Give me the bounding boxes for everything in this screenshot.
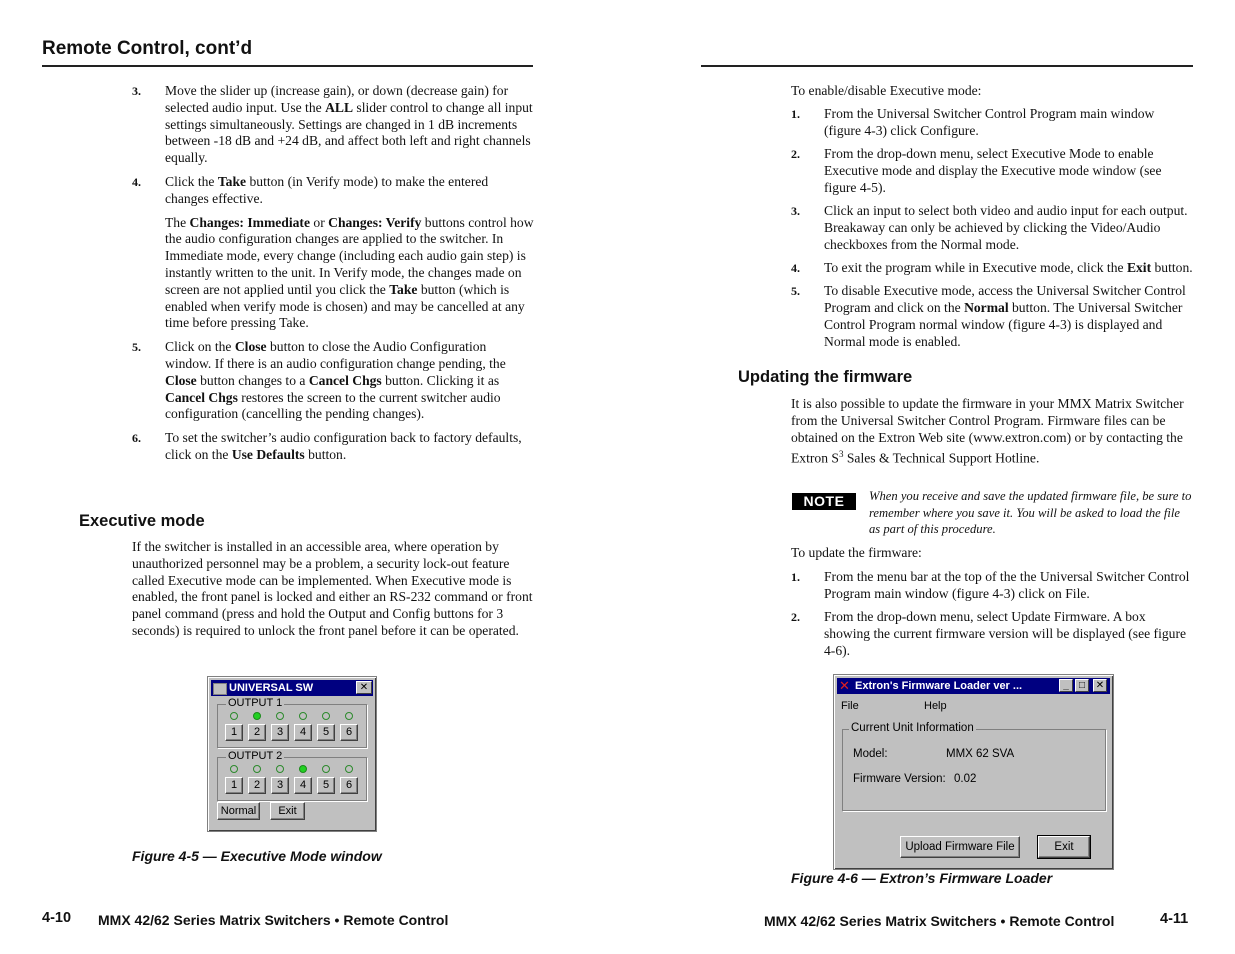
minimize-icon[interactable]: _ — [1059, 679, 1073, 692]
output1-label: OUTPUT 1 — [228, 697, 283, 709]
exit-button[interactable]: Exit — [270, 802, 305, 820]
input-5-indicator — [322, 765, 330, 773]
right-page-number: 4-11 — [1160, 911, 1189, 927]
step-text: From the menu bar at the top of the the Universal Switcher Control Program main window (figure 4-3) click on File. — [824, 569, 1190, 601]
step-number: 1. — [791, 107, 800, 121]
list-item — [789, 609, 1193, 659]
input-1-button[interactable]: 1 — [225, 777, 243, 794]
input-5-button[interactable]: 5 — [317, 724, 335, 741]
input-6-button[interactable]: 6 — [340, 777, 358, 794]
list-item — [130, 83, 535, 167]
upload-firmware-button[interactable]: Upload Firmware File — [900, 836, 1020, 858]
list-item — [789, 203, 1193, 253]
step-number: 3. — [132, 84, 141, 98]
step-number: 4. — [132, 174, 141, 189]
input-4-indicator — [299, 765, 307, 773]
update-intro: To update the firmware: — [791, 545, 922, 560]
firmware-version-value: 0.02 — [954, 773, 977, 785]
step-number: 5. — [132, 340, 141, 355]
executive-mode-body: If the switcher is installed in an accessible area, where operation by unauthorized personnel may be a problem, a security lock-out feature called Executive mode can be implemented. When Executive mode is enabled, the front panel is locked and either an RS-232 command or front panel command (press and hold the Output and Config buttons for 3 seconds) is required to unlock the front panel before it can be operated. — [132, 539, 533, 638]
list-item — [130, 174, 535, 208]
list-item — [789, 260, 1193, 277]
firmware-step-list — [789, 569, 1193, 666]
list-item — [789, 106, 1193, 140]
normal-button[interactable]: Normal — [217, 802, 260, 820]
enable-intro: To enable/disable Executive mode: — [791, 83, 982, 98]
extron-logo-icon: ✕ — [839, 678, 850, 693]
step-text: The Changes: Immediate or Changes: Verify buttons control how the audio configuration changes are applied to the switcher. In Immediate mode, every change (including each audio gain step) is instantly written to the unit. In Verify mode, the changes made on screen are not applied until you click the Take button (which is enabled when verify mode is chosen) and may be cancelled at any time before pressing Take. — [165, 214, 534, 331]
step-number: 5. — [791, 284, 800, 299]
step-number: 3. — [791, 203, 800, 218]
app-icon — [213, 683, 227, 695]
input-5-button[interactable]: 5 — [317, 777, 335, 794]
right-footer-text: MMX 42/62 Series Matrix Switchers • Remote Control — [764, 913, 1115, 929]
left-footer-text: MMX 42/62 Series Matrix Switchers • Remote Control — [98, 912, 449, 928]
right-step-list — [789, 106, 1193, 357]
output1-group — [217, 697, 367, 748]
section-title-executive-mode: Executive mode — [79, 512, 205, 530]
list-item — [130, 215, 535, 333]
note-text: When you receive and save the updated firmware file, be sure to remember where you save it. You will be asked to load the file as part of this procedure. — [869, 489, 1192, 536]
input-5-indicator — [322, 712, 330, 720]
figure-4-5-caption: Figure 4-5 — Executive Mode window — [132, 848, 382, 864]
step-text: From the Universal Switcher Control Program main window (figure 4-3) click Configure. — [824, 106, 1155, 138]
list-item — [789, 283, 1193, 350]
list-item — [130, 430, 535, 464]
step-number: 6. — [132, 431, 141, 446]
exit-button[interactable]: Exit — [1038, 836, 1090, 858]
list-item — [789, 146, 1193, 196]
input-3-indicator — [276, 765, 284, 773]
header-rule-left — [42, 65, 533, 67]
input-2-indicator — [253, 765, 261, 773]
input-4-button[interactable]: 4 — [294, 777, 312, 794]
input-6-indicator — [345, 765, 353, 773]
input-2-indicator — [253, 712, 261, 720]
menu-help[interactable]: Help — [924, 700, 947, 712]
left-step-list — [130, 83, 535, 471]
left-page-number: 4-10 — [42, 910, 72, 926]
step-text: From the drop-down menu, select Executive Mode to enable Executive mode and display the Executive mode window (see figure 4-5). — [824, 146, 1162, 195]
close-icon[interactable]: ✕ — [1093, 679, 1107, 692]
step-number: 2. — [791, 610, 800, 625]
step-text: To exit the program while in Executive mode, click the Exit button. — [824, 259, 1193, 275]
input-3-button[interactable]: 3 — [271, 724, 289, 741]
list-item — [130, 339, 535, 423]
menu-file[interactable]: File — [841, 700, 859, 712]
step-text: To set the switcher’s audio configuration back to factory defaults, click on the Use Defaults button. — [165, 430, 522, 462]
input-1-indicator — [230, 765, 238, 773]
step-text: Click the Take button (in Verify mode) to make the entered changes effective. — [165, 173, 489, 206]
section-title-updating-firmware: Updating the firmware — [738, 368, 913, 386]
input-3-indicator — [276, 712, 284, 720]
step-text: From the drop-down menu, select Update Firmware. A box showing the current firmware version will be displayed (see figure 4-6). — [824, 609, 1187, 658]
step-number: 1. — [791, 570, 800, 584]
input-2-button[interactable]: 2 — [248, 724, 266, 741]
firmware-window-titlebar — [837, 678, 1110, 694]
executive-window-titlebar — [211, 680, 373, 696]
model-value: MMX 62 SVA — [946, 748, 1015, 760]
close-icon[interactable]: ✕ — [356, 681, 372, 694]
model-label: Model: — [853, 748, 888, 760]
step-number: 4. — [791, 260, 800, 275]
output2-group — [217, 750, 367, 801]
executive-window-title: UNIVERSAL SW — [229, 682, 314, 694]
step-text: To disable Executive mode, access the Universal Switcher Control Program and click on the Normal button. The Universal Switcher Control Program normal window (figure 4-3) is displayed and Normal mode is enabled. — [824, 283, 1186, 349]
figure-4-6-caption: Figure 4-6 — Extron’s Firmware Loader — [791, 870, 1053, 886]
input-6-indicator — [345, 712, 353, 720]
note-tag: NOTE — [792, 493, 856, 510]
input-2-button[interactable]: 2 — [248, 777, 266, 794]
input-1-button[interactable]: 1 — [225, 724, 243, 741]
step-number: 2. — [791, 147, 800, 162]
input-4-indicator — [299, 712, 307, 720]
firmware-body: It is also possible to update the firmware in your MMX Matrix Switcher from the Universal Switcher Control Program. Firmware files can be obtained on the Extron Web site (www.extron.com) or by contacting the Extron $S^3$ Sales & Technical Support Hotline. — [791, 396, 1184, 466]
executive-mode-window — [207, 676, 377, 832]
maximize-icon[interactable]: □ — [1075, 679, 1089, 692]
input-3-button[interactable]: 3 — [271, 777, 289, 794]
step-text: Move the slider up (increase gain), or down (decrease gain) for selected audio input. Use the ALL slider control to change all input settings simultaneously. Settings are changed in 1 dB increments between -18 dB and +24 dB, and affect both left and right channels equally. — [165, 83, 533, 166]
firmware-loader-window — [833, 674, 1114, 870]
step-text: Click on the Close button to close the Audio Configuration window. If there is an audio configuration change pending, the Close button changes to a Cancel Chgs button. Clicking it as Cancel Chgs restores the screen to the current switcher audio configuration (cancelling the pending changes). — [165, 339, 506, 422]
firmware-version-label: Firmware Version: — [853, 773, 946, 785]
input-4-button[interactable]: 4 — [294, 724, 312, 741]
page-header-title: Remote Control, cont’d — [42, 38, 253, 59]
step-text: Click an input to select both video and audio input for each output. Breakaway can only be achieved by clicking the Video/Audio checkboxes from the Normal mode. — [824, 202, 1188, 252]
list-item — [789, 569, 1193, 603]
unit-info-label: Current Unit Information — [851, 722, 974, 734]
input-1-indicator — [230, 712, 238, 720]
firmware-window-title: Extron's Firmware Loader ver ... — [855, 680, 1023, 692]
header-rule-right — [701, 65, 1193, 67]
output2-label: OUTPUT 2 — [228, 750, 283, 762]
input-6-button[interactable]: 6 — [340, 724, 358, 741]
unit-info-group — [842, 722, 1106, 811]
